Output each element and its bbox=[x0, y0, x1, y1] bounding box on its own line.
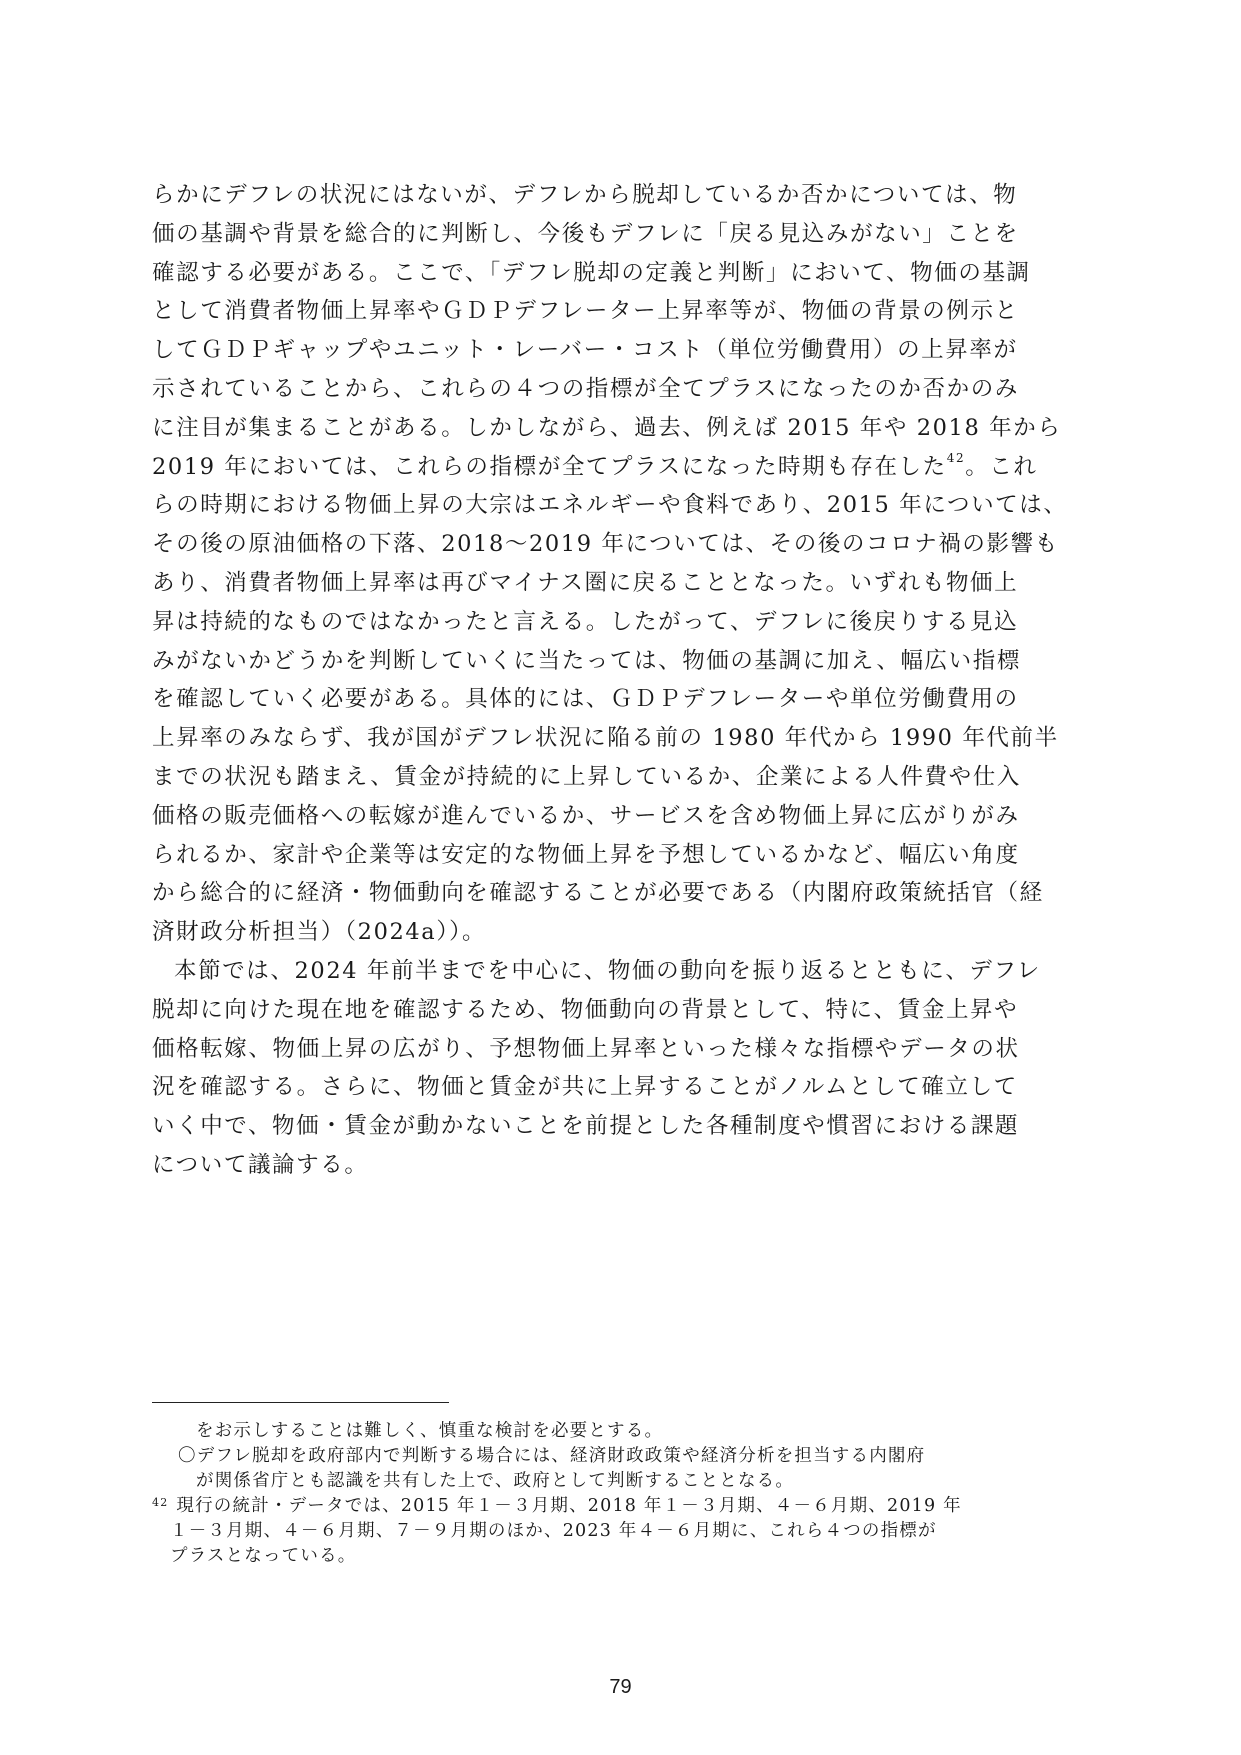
footnote-text: 現行の統計・データでは、2015 年１－３月期、2018 年１－３月期、４－６月期、2019 年 bbox=[176, 1496, 962, 1516]
body-line: に注目が集まることがある。しかしながら、過去、例えば 2015 年や 2018 年から bbox=[152, 414, 1062, 441]
body-line: その後の原油価格の下落、2018～2019 年については、その後のコロナ禍の影響も bbox=[152, 531, 1059, 558]
body-line: から総合的に経済・物価動向を確認することが必要である（内閣府政策統括官（経 bbox=[152, 880, 1044, 907]
body-line: について議論する。 bbox=[152, 1151, 369, 1178]
body-line-text: 2019 年においては、これらの指標が全てプラスになった時期も存在した bbox=[152, 453, 947, 480]
footnotes bbox=[152, 1419, 1092, 1569]
body-line: 価の基調や背景を総合的に判断し、今後もデフレに「戻る見込みがない」ことを bbox=[152, 220, 1019, 247]
footnote-continued-line: をお示しすることは難しく、慎重な検討を必要とする。 bbox=[196, 1421, 664, 1441]
body-line-with-footnote-ref bbox=[152, 448, 1092, 487]
footnote-continued-line: 〇デフレ脱却を政府部内で判断する場合には、経済財政政策や経済分析を担当する内閣府 bbox=[178, 1446, 926, 1466]
body-line: 示されていることから、これらの４つの指標が全てプラスになったのか否かのみ bbox=[152, 375, 1019, 402]
body-line: までの状況も踏まえ、賃金が持続的に上昇しているか、企業による人件費や仕入 bbox=[152, 763, 1021, 790]
body-line: 昇は持続的なものではなかったと言える。したがって、デフレに後戻りする見込 bbox=[152, 608, 1019, 635]
body-line: らの時期における物価上昇の大宗はエネルギーや食料であり、2015 年については、 bbox=[152, 492, 1068, 519]
footnote-continued-line: が関係省庁とも認識を共有した上で、政府として判断することとなる。 bbox=[196, 1471, 795, 1491]
body-line: 価格転嫁、物価上昇の広がり、予想物価上昇率といった様々な指標やデータの状 bbox=[152, 1035, 1020, 1062]
body-line: として消費者物価上昇率やＧＤＰデフレーター上昇率等が、物価の背景の例示と bbox=[152, 298, 1019, 325]
body-line: してＧＤＰギャップやユニット・レーバー・コスト（単位労働費用）の上昇率が bbox=[152, 337, 1018, 364]
body-line: られるか、家計や企業等は安定的な物価上昇を予想しているかなど、幅広い角度 bbox=[152, 841, 1020, 868]
page-number: 79 bbox=[609, 1676, 632, 1698]
body-line: 脱却に向けた現在地を確認するため、物価動向の背景として、特に、賃金上昇や bbox=[152, 996, 1019, 1023]
body-line: 上昇率のみならず、我が国がデフレ状況に陥る前の 1980 年代から 1990 年代前半 bbox=[152, 725, 1059, 752]
body-line: みがないかどうかを判断していくに当たっては、物価の基調に加え、幅広い指標 bbox=[152, 647, 1021, 674]
body-line: らかにデフレの状況にはないが、デフレから脱却しているか否かについては、物 bbox=[152, 182, 1018, 208]
body-line: 済財政分析担当）（2024a））。 bbox=[152, 919, 487, 946]
body-line: を確認していく必要がある。具体的には、ＧＤＰデフレーターや単位労働費用の bbox=[152, 686, 1019, 713]
body-line: 価格の販売価格への転嫁が進んでいるか、サービスを含め物価上昇に広がりがみ bbox=[152, 802, 1020, 829]
footnote-42 bbox=[152, 1494, 1092, 1519]
body-line-tail: 。これ bbox=[965, 453, 1038, 480]
body-line: 確認する必要がある。ここで、「デフレ脱却の定義と判断」において、物価の基調 bbox=[152, 259, 1031, 286]
body-line: 況を確認する。さらに、物価と賃金が共に上昇することがノルムとして確立して bbox=[152, 1074, 1018, 1101]
footnote-number: 42 bbox=[152, 1496, 169, 1509]
footnote-line: プラスとなっている。 bbox=[170, 1546, 357, 1566]
body-line: いく中で、物価・賃金が動かないことを前提とした各種制度や慣習における課題 bbox=[152, 1113, 1020, 1140]
footnote-divider bbox=[152, 1402, 449, 1403]
body-line: あり、消費者物価上昇率は再びマイナス圏に戻ることとなった。いずれも物価上 bbox=[152, 569, 1019, 596]
footnote-line: １－３月期、４－６月期、７－９月期のほか、2023 年４－６月期に、これら４つの指標が bbox=[170, 1521, 937, 1541]
body-line: 本節では、2024 年前半までを中心に、物価の動向を振り返るとともに、デフレ bbox=[174, 957, 1041, 984]
main-body-text bbox=[152, 176, 1092, 1185]
footnote-ref-42[interactable]: 42 bbox=[946, 451, 966, 466]
